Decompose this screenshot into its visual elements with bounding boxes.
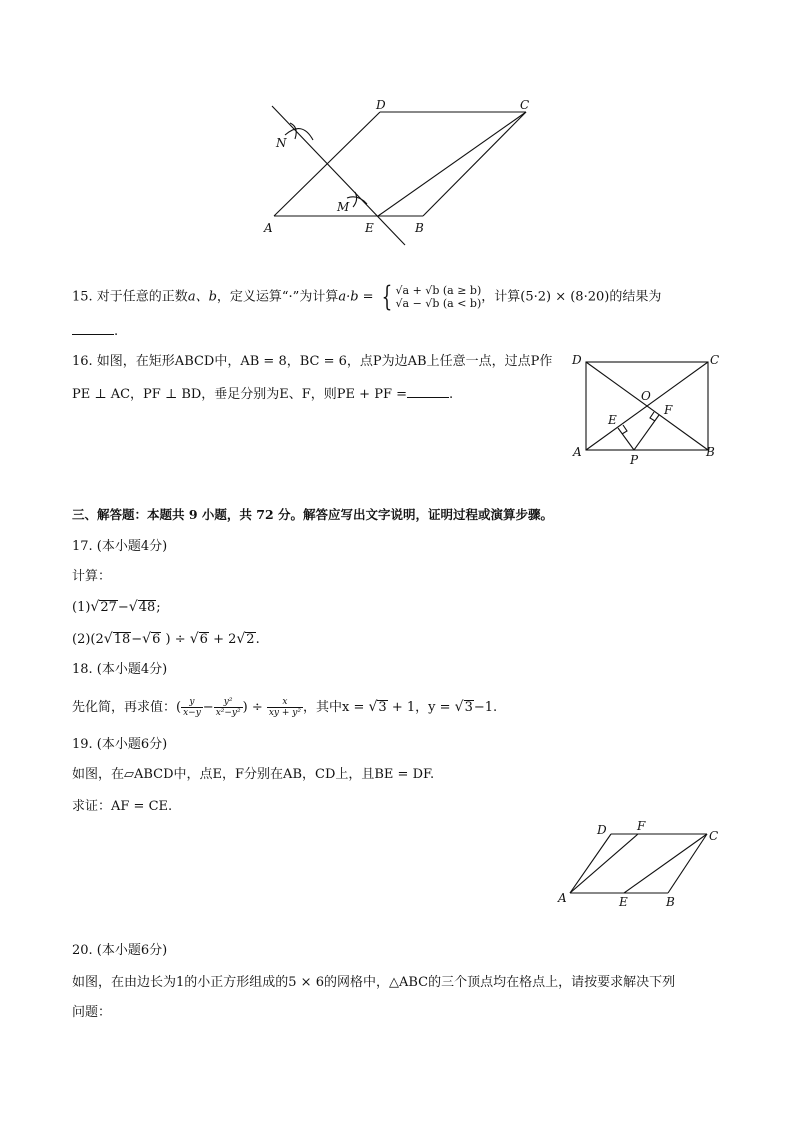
q20-line1: 如图，在由边长为1的小正方形组成的5 × 6的网格中，△ABC的三个顶点均在格点上，请按要求解决下列: [72, 975, 676, 990]
q19-line2: 求证：AF = CE.: [72, 799, 173, 814]
case-1: √a + √b (a ≥ b): [395, 284, 482, 297]
label-F: F: [664, 403, 673, 417]
label-E: E: [365, 221, 374, 235]
label-D: D: [376, 98, 386, 112]
right-angle-E: [622, 425, 627, 434]
q17-item2: (2)(2√18−√6 ) ÷ √6 + 2√2.: [72, 631, 260, 647]
q17-title: 17. (本小题4分): [72, 539, 168, 554]
section-heading: 三、解答题：本题共 9 小题，共 72 分。解答应写出文字说明，证明过程或演算步骤。: [72, 507, 554, 522]
label-B: B: [666, 895, 675, 909]
label-C: C: [520, 98, 530, 112]
segment-CE: [624, 834, 707, 893]
label-B: B: [415, 221, 424, 235]
label-A: A: [264, 221, 273, 235]
side-BC: [668, 834, 707, 893]
fraction-2: $\frac{\text{y²}}{\text{x²−y²}}$: [215, 697, 241, 718]
side-BC: [423, 112, 526, 216]
label-O: O: [641, 389, 651, 403]
figure-q16: [568, 348, 728, 468]
q18-expression: 先化简，再求值：( $\frac{y}{x-y}$ − $\frac{\text{y²}}{\text{x²−y²}}$ ) ÷ $\frac{x}{\text{xy + y²}}$ ，其中x = √3 + 1，y = √3−1.: [72, 697, 498, 718]
side-AD: [570, 834, 611, 893]
label-N: N: [276, 136, 287, 150]
label-A: A: [558, 891, 567, 905]
label-F: F: [637, 819, 646, 833]
q19-line1: 如图，在▱ABCD中，点E，F分别在AB，CD上，且BE = DF.: [72, 767, 435, 782]
segment-PF: [634, 415, 659, 450]
arc-M2: [353, 192, 357, 207]
label-P: P: [630, 453, 639, 467]
label-E: E: [619, 895, 628, 909]
label-D: D: [597, 823, 607, 837]
q16-line1: 16. 如图，在矩形ABCD中，AB = 8，BC = 6，点P为边AB上任意一点，过点P作: [72, 354, 553, 369]
label-M: M: [337, 200, 350, 214]
case-2: √a − √b (a < b): [395, 297, 482, 310]
q15-answer-line: .: [72, 322, 118, 341]
figure-q19: [552, 818, 727, 910]
q18-title: 18. (本小题4分): [72, 662, 168, 677]
fraction-3: $\frac{x}{\text{xy + y²}}$: [268, 697, 301, 718]
segment-AF: [570, 834, 638, 893]
figure-q14: [255, 95, 545, 255]
answer-blank: [72, 322, 114, 335]
fraction-1: $\frac{y}{x-y}$: [183, 697, 201, 718]
q15: 15. 对于任意的正数a、b，定义运算“·”为计算a·b = { √a + √b (a ≥ b) √a − √b (a < b)，计算(5·2) × (8·20)的结果为: [72, 280, 662, 313]
label-C: C: [709, 829, 719, 843]
q20-line2: 问题：: [72, 1005, 112, 1020]
answer-blank: [407, 385, 449, 398]
label-B: B: [706, 445, 715, 459]
label-D: D: [572, 353, 582, 367]
right-angle-F: [650, 412, 655, 421]
q17-prompt: 计算：: [72, 569, 112, 584]
q20-title: 20. (本小题6分): [72, 943, 168, 958]
q16-line2: PE ⊥ AC，PF ⊥ BD，垂足分别为E、F，则PE + PF = .: [72, 387, 454, 402]
q19-title: 19. (本小题6分): [72, 737, 168, 752]
q17-item1: (1)√27−√48;: [72, 599, 161, 615]
bisector-line: [272, 106, 405, 245]
label-A: A: [573, 445, 582, 459]
segment-EC: [378, 112, 526, 216]
label-E: E: [608, 413, 617, 427]
label-C: C: [710, 353, 720, 367]
